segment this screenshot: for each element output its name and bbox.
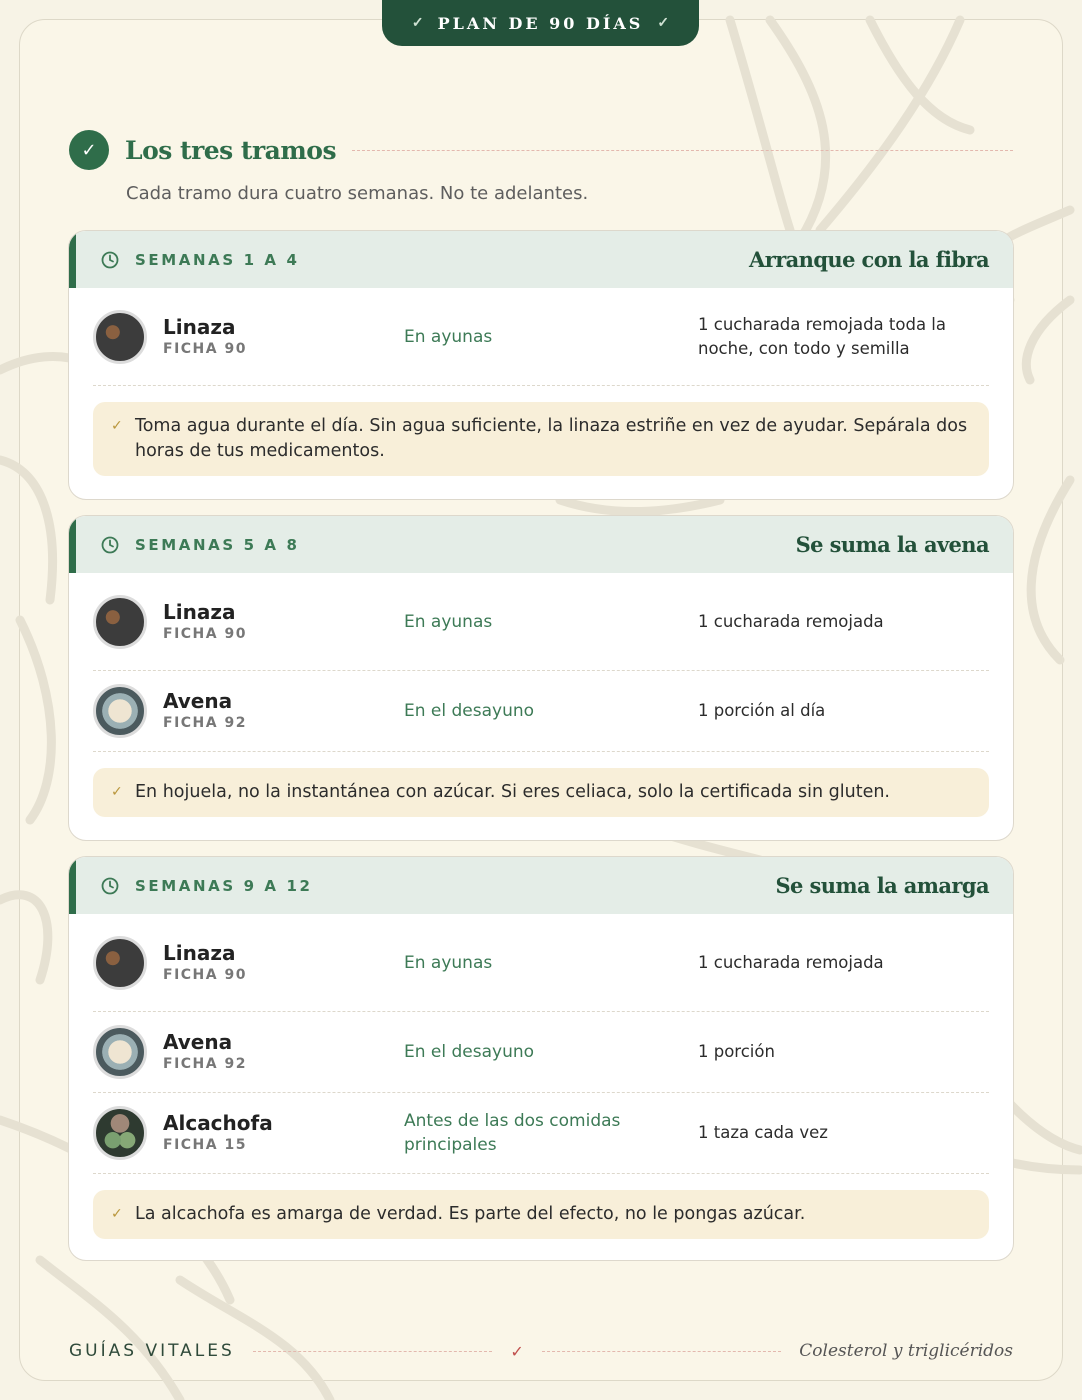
food-name: Linaza bbox=[163, 599, 236, 624]
food-dose: 1 cucharada remojada toda la noche, con todo y semilla bbox=[698, 314, 946, 358]
page-footer bbox=[69, 1338, 1013, 1364]
food-name: Avena bbox=[163, 689, 233, 713]
phase-weeks: SEMANAS 1 A 4 bbox=[135, 250, 300, 269]
food-name: Linaza bbox=[163, 940, 236, 965]
phase-card-1 bbox=[68, 230, 1014, 500]
title-divider bbox=[352, 150, 1013, 151]
phase-note bbox=[93, 768, 989, 817]
clock-icon bbox=[101, 877, 119, 895]
leaf-icon: ✓ bbox=[510, 1341, 524, 1361]
footer-brand: GUÍAS VITALES bbox=[69, 1341, 235, 1361]
artichoke-thumbnail bbox=[93, 1106, 147, 1160]
footer-divider bbox=[253, 1351, 493, 1352]
food-timing: En el desayuno bbox=[404, 701, 535, 721]
food-timing: En ayunas bbox=[404, 952, 493, 973]
section-header bbox=[69, 130, 1013, 170]
food-name: Alcachofa bbox=[163, 1111, 273, 1135]
phase-title: Arranque con la fibra bbox=[749, 247, 989, 272]
leaf-icon: ✓ bbox=[411, 15, 424, 31]
table-row bbox=[93, 1093, 989, 1174]
phase-note bbox=[93, 1190, 989, 1239]
footer-divider bbox=[542, 1351, 782, 1352]
phase-weeks: SEMANAS 9 A 12 bbox=[135, 876, 313, 895]
check-icon: ✓ bbox=[111, 1206, 123, 1222]
food-dose: 1 cucharada remojada bbox=[698, 611, 884, 631]
table-row bbox=[93, 288, 989, 386]
phase-header bbox=[69, 516, 1013, 573]
phase-note-text: En hojuela, no la instantánea con azúcar. Si eres celiaca, solo la certificada sin gluten. bbox=[135, 782, 890, 802]
footer-topic: Colesterol y triglicéridos bbox=[799, 1341, 1014, 1361]
phase-title: Se suma la avena bbox=[795, 532, 989, 557]
phase-weeks: SEMANAS 5 A 8 bbox=[135, 535, 300, 554]
phase-title: Se suma la amarga bbox=[775, 873, 989, 898]
food-timing: En ayunas bbox=[404, 326, 493, 347]
phase-header bbox=[69, 857, 1013, 914]
oats-thumbnail bbox=[93, 1025, 147, 1079]
check-circle-icon: ✓ bbox=[69, 130, 109, 170]
phase-card-3 bbox=[68, 856, 1014, 1261]
food-timing: En ayunas bbox=[404, 611, 493, 632]
table-row bbox=[93, 1012, 989, 1093]
clock-icon bbox=[101, 251, 119, 269]
table-row bbox=[93, 573, 989, 671]
check-icon: ✓ bbox=[111, 784, 123, 800]
food-timing: En el desayuno bbox=[404, 1042, 535, 1062]
food-dose: 1 porción bbox=[698, 1042, 775, 1061]
oats-thumbnail bbox=[93, 684, 147, 738]
food-sheet-code: FICHA 92 bbox=[163, 715, 247, 731]
food-sheet-code: FICHA 90 bbox=[163, 966, 247, 983]
phase-note-text: La alcachofa es amarga de verdad. Es parte del efecto, no le pongas azúcar. bbox=[135, 1204, 806, 1224]
phase-note-text: Toma agua durante el día. Sin agua suficiente, la linaza estriñe en vez de ayudar. Sepárala dos horas de tus medicamentos. bbox=[135, 416, 968, 461]
plan-header-tab bbox=[382, 0, 699, 46]
flaxseed-thumbnail bbox=[93, 310, 147, 364]
flaxseed-thumbnail bbox=[93, 936, 147, 990]
food-dose: 1 cucharada remojada bbox=[698, 952, 884, 972]
food-sheet-code: FICHA 15 bbox=[163, 1137, 247, 1153]
food-sheet-code: FICHA 90 bbox=[163, 625, 247, 642]
food-sheet-code: FICHA 90 bbox=[163, 340, 247, 357]
section-subtitle: Cada tramo dura cuatro semanas. No te adelantes. bbox=[126, 183, 589, 204]
table-row bbox=[93, 914, 989, 1012]
check-icon: ✓ bbox=[111, 418, 123, 434]
food-dose: 1 porción al día bbox=[698, 701, 826, 720]
food-timing: Antes de las dos comidas principales bbox=[404, 1111, 621, 1155]
clock-icon bbox=[101, 536, 119, 554]
food-sheet-code: FICHA 92 bbox=[163, 1056, 247, 1072]
food-dose: 1 taza cada vez bbox=[698, 1123, 828, 1142]
section-title: Los tres tramos bbox=[125, 135, 337, 165]
table-row bbox=[93, 671, 989, 752]
flaxseed-thumbnail bbox=[93, 595, 147, 649]
food-name: Avena bbox=[163, 1030, 233, 1054]
leaf-icon: ✓ bbox=[657, 15, 670, 31]
phase-card-2 bbox=[68, 515, 1014, 841]
phase-header bbox=[69, 231, 1013, 288]
food-name: Linaza bbox=[163, 314, 236, 339]
plan-header-label: PLAN DE 90 DÍAS bbox=[437, 13, 644, 33]
phase-note bbox=[93, 402, 989, 476]
